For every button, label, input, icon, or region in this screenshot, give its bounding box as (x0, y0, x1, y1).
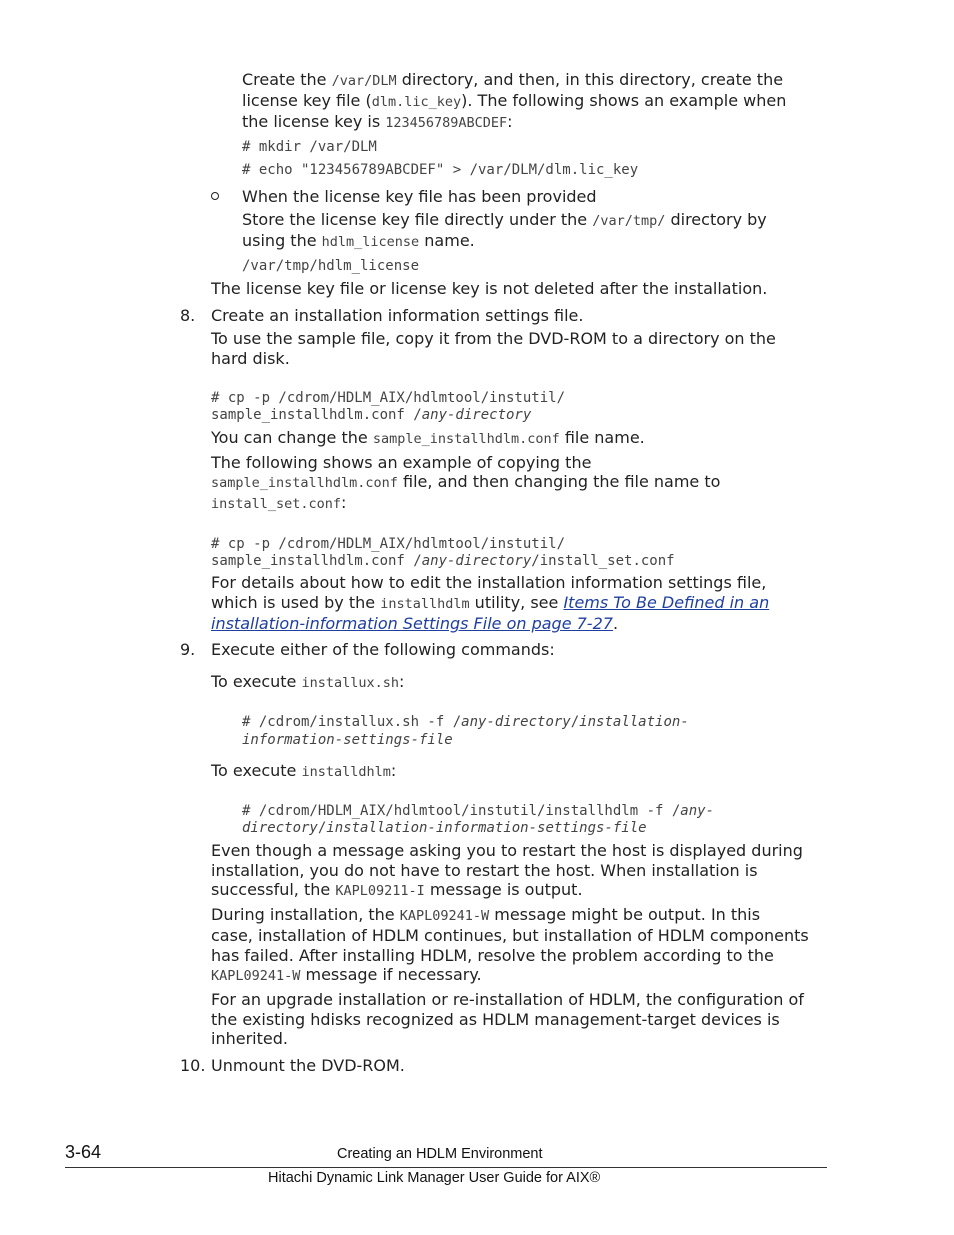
code-line: # mkdir /var/DLM (242, 139, 377, 155)
code-line: # /cdrom/installux.sh -f /any-directory/installation- (242, 714, 689, 730)
text-line: The following shows an example of copying the (211, 453, 592, 472)
text-line: To execute installux.sh: (211, 672, 405, 691)
chapter-title: Creating an HDLM Environment (337, 1146, 543, 1162)
cross-reference-link[interactable]: Items To Be Defined in an (563, 593, 770, 612)
step-title: Create an installation information settings file. (211, 306, 584, 325)
text-line: For an upgrade installation or re-installation of HDLM, the configuration of (211, 990, 804, 1009)
text-line: hard disk. (211, 349, 290, 368)
text-line: the existing hdisks recognized as HDLM management-target devices is (211, 1010, 780, 1029)
text-line: The license key file or license key is not deleted after the installation. (211, 279, 768, 298)
text-line: case, installation of HDLM continues, but installation of HDLM components (211, 926, 809, 945)
text-line: sample_installhdlm.conf file, and then changing the file name to (211, 472, 721, 491)
step-title: Execute either of the following commands: (211, 640, 555, 659)
step-number: 8. (180, 306, 196, 325)
footer-divider (65, 1167, 827, 1168)
step-title: Unmount the DVD-ROM. (211, 1056, 405, 1075)
text-line: During installation, the KAPL09241-W message might be output. In this (211, 905, 761, 924)
bullet-title: When the license key file has been provided (242, 187, 597, 206)
step-number: 10. (180, 1056, 206, 1075)
page-number: 3-64 (65, 1142, 102, 1162)
book-title: Hitachi Dynamic Link Manager User Guide for AIX® (268, 1170, 601, 1186)
text-line: inherited. (211, 1029, 288, 1048)
code-line: /var/tmp/hdlm_license (242, 258, 420, 274)
code-line: directory/installation-information-settings-file (242, 820, 647, 836)
text-line: You can change the sample_installhdlm.conf file name. (211, 428, 645, 447)
cross-reference-link[interactable]: installation-information Settings File on page 7-27 (211, 614, 613, 633)
text-line: install_set.conf: (211, 493, 347, 512)
code-line: # /cdrom/HDLM_AIX/hdlmtool/instutil/installhdlm -f /any- (242, 803, 715, 819)
text-line: KAPL09241-W message if necessary. (211, 965, 482, 984)
text-line: For details about how to edit the installation information settings file, (211, 573, 767, 592)
text-line: license key file (dlm.lic_key). The following shows an example when (242, 91, 787, 110)
step-number: 9. (180, 640, 196, 659)
text-line: using the hdlm_license name. (242, 231, 475, 250)
text-line: installation, you do not have to restart the host. When installation is (211, 861, 758, 880)
text-line: Even though a message asking you to restart the host is displayed during (211, 841, 803, 860)
code-line: sample_installhdlm.conf /any-directory/install_set.conf (211, 553, 675, 569)
text-line: To use the sample file, copy it from the DVD-ROM to a directory on the (211, 329, 776, 348)
text-line: successful, the KAPL09211-I message is output. (211, 880, 583, 899)
code-line: information-settings-file (242, 732, 453, 748)
text-line: which is used by the installhdlm utility, see Items To Be Defined in an (211, 593, 770, 612)
code-line: # cp -p /cdrom/HDLM_AIX/hdlmtool/instutil/ (211, 536, 566, 552)
text-line: To execute installdhlm: (211, 761, 397, 780)
text-line: installation-information Settings File on page 7-27. (211, 614, 619, 633)
bullet-icon (211, 192, 219, 200)
code-line: # cp -p /cdrom/HDLM_AIX/hdlmtool/instutil/ (211, 390, 566, 406)
code-line: # echo "123456789ABCDEF" > /var/DLM/dlm.lic_key (242, 162, 639, 178)
text-line: has failed. After installing HDLM, resolve the problem according to the (211, 946, 774, 965)
text-line: Create the /var/DLM directory, and then, in this directory, create the (242, 70, 784, 89)
text-line: Store the license key file directly under the /var/tmp/ directory by (242, 210, 767, 229)
code-line: sample_installhdlm.conf /any-directory (211, 407, 532, 423)
text-line: the license key is 123456789ABCDEF: (242, 112, 513, 131)
